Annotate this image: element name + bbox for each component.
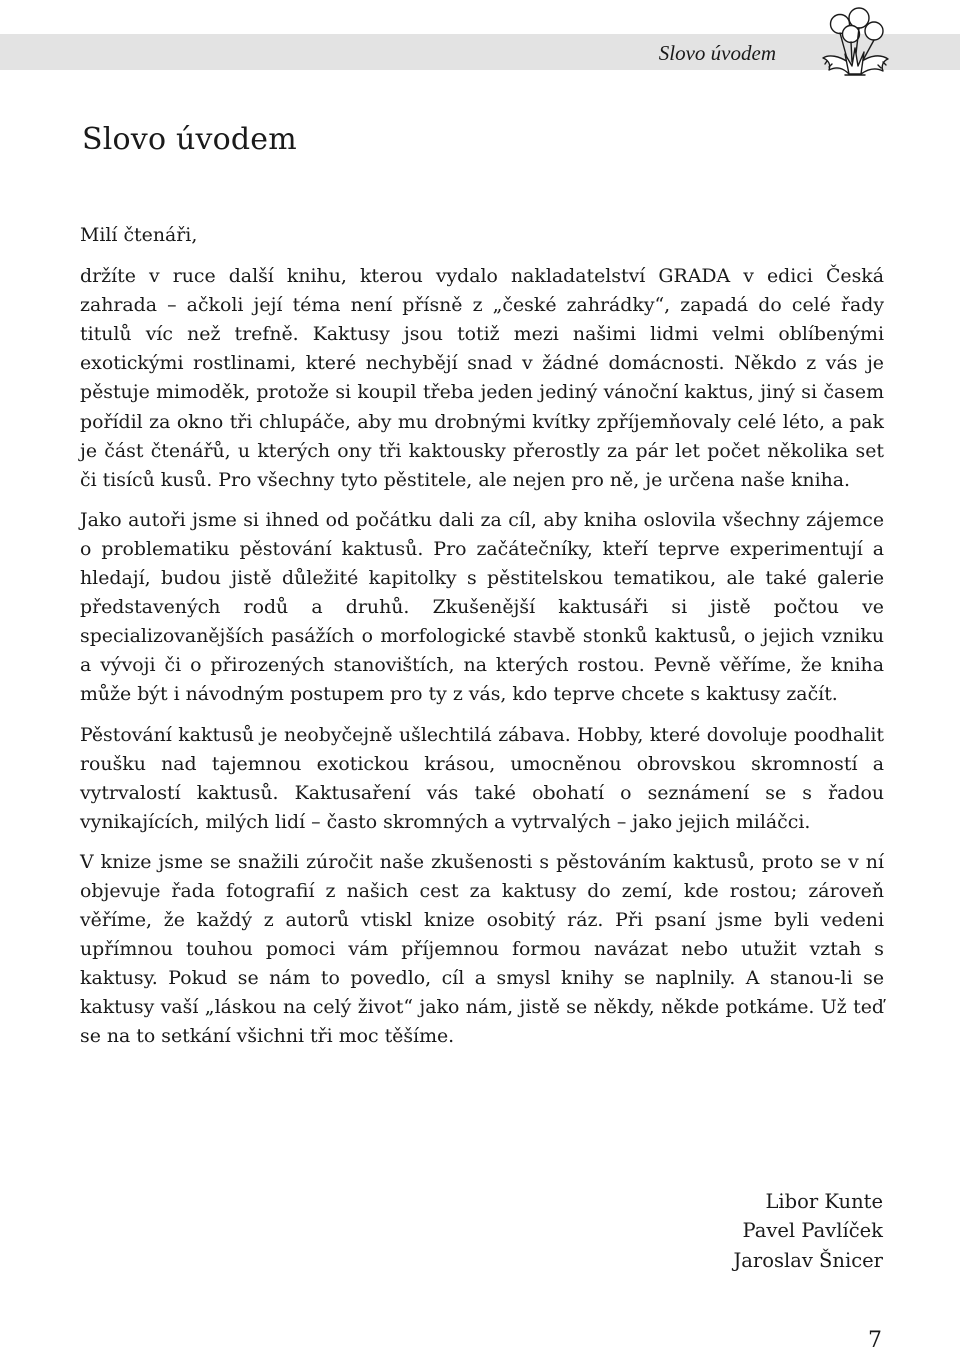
paragraph: Pěstování kaktusů je neobyčejně ušlechtilá zábava. Hobby, které dovoluje poodhalit roušku nad tajemnou exotickou krásou, umocněnou obrovskou skromností a vytrvalostí kaktusů. Kaktusaření vás také obohatí o seznámení se s řadou vynikajících, milých lidí – často skromných a vytrvalých – jako jejich miláčci.	[80, 723, 884, 833]
body-text	[80, 221, 884, 1052]
salutation: Milí čtenáři,	[80, 224, 198, 246]
paragraph: držíte v ruce další knihu, kterou vydalo nakladatelství GRADA v edici Česká zahrada – ačkoli její téma není přísně z „české zahrádky“, zapadá do celé řady titulů víc než trefně. Kaktusy jsou totiž mezi našimi lidmi velmi oblíbenými exotickými rostlinami, které nechybějí snad v žádné domácnosti. Někdo z vás je pěstuje mimoděk, protože si koupil třeba jeden jediný vánoční kaktus, jiný si časem pořídil za okno tři chlupáče, aby mu drobnými kvítky zpříjemňovaly celé léto, a pak je část čtenářů, u kterých ony tři kaktousky přerostly za pár let počet několika set či tisíců kusů. Pro všechny tyto pěstitele, ale nejen pro ně, je určena naše kniha.	[80, 265, 884, 491]
running-head: Slovo úvodem	[658, 41, 776, 65]
author-signatures	[733, 1187, 883, 1275]
paragraph: Jako autoři jsme si ihned od počátku dali za cíl, aby kniha oslovila všechny zájemce o problematiku pěstování kaktusů. Pro začátečníky, kteří teprve experimentují a hledají, budou jistě důležité kapitolky s pěstitelskou tematikou, ale také galerie představených rodů a druhů. Zkušenější kaktusáři si jistě počtou ve specializovanějších pasážích o morfologické stavbě stonků kaktusů, o jejich vzniku a vývoji či o přirozených stanovištích, na kterých rostou. Pevně věříme, že kniha může být i návodným postupem pro ty z vás, kdo teprve chcete s kaktusy začít.	[80, 508, 884, 706]
author-name: Pavel Pavlíček	[742, 1219, 883, 1243]
page-number: 7	[868, 1328, 882, 1353]
author-name: Jaroslav Šnicer	[733, 1248, 883, 1272]
plant-logo-icon	[815, 4, 893, 80]
author-name: Libor Kunte	[765, 1190, 883, 1213]
page-title: Slovo úvodem	[82, 122, 297, 157]
paragraph: V knize jsme se snažili zúročit naše zkušenosti s pěstováním kaktusů, proto se v ní objevuje řada fotografií z našich cest za kaktusy do zemí, kde rostou; zároveň věříme, že každý z autorů vtiskl knize osobitý ráz. Při psaní jsme byli vedeni upřímnou touhou pomoci vám příjemnou formou navázat nebo utužit vztah s kaktusy. Pokud se nám to povedlo, cíl a smysl knihy se naplnily. A stanou-li se kaktusy vaší „láskou na celý život“ jako nám, jistě se někdy, někde potkáme. Už teď se na to setkání všichni tři moc těšíme.	[80, 850, 884, 1048]
